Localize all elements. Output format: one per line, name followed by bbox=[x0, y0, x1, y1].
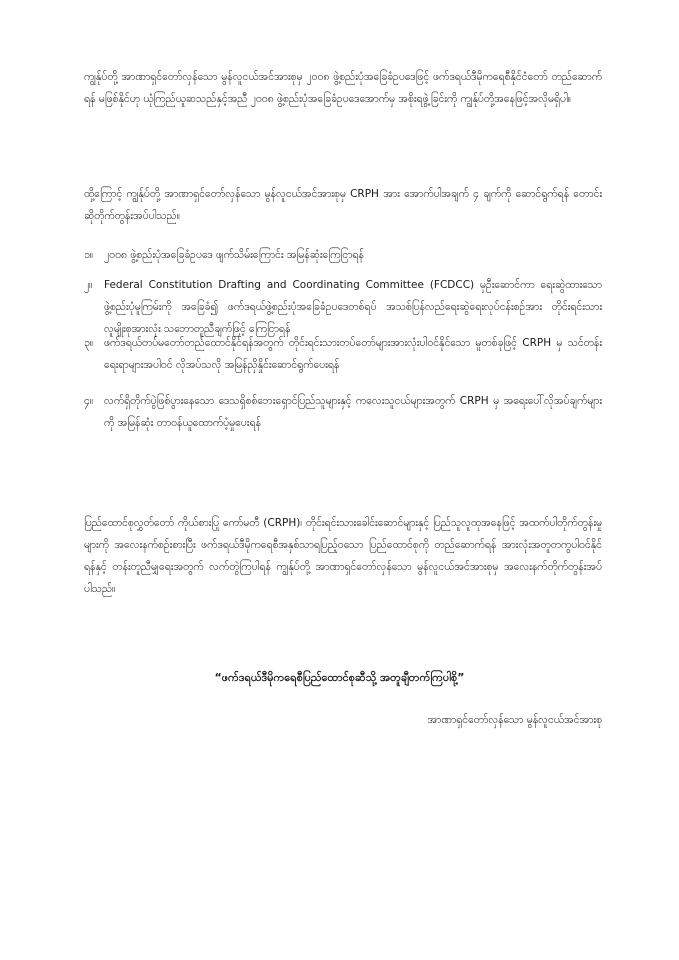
list-item-text: လက်ရှိတိုက်ပွဲဖြစ်ပွားနေသော ဒေသရှိစစ်ဘေးရှောင်ပြည်သူများနှင့် ကလေးသူငယ်များအတွက် CRPH မှ အရေးပေါ်လိုအပ်ချက်များကို အမြန်ဆုံး တာဝန်ယူထောက်ပံ့မှုပေးရန် bbox=[104, 395, 602, 429]
list-item-text: Federal Constitution Drafting and Coordinating Committee (FCDCC) မှဦးဆောင်ကာ ရေးဆွဲထားသောဖွဲ့စည်းပုံမူကြမ်းကို အခြေခံ၍ ဖက်ဒရယ်ဖွဲ့စည်းပုံအခြေခံဥပဒေတစ်ရပ် အသစ်ပြန်လည်ရေးဆွဲရေးလုပ်ငန်းစဉ်အား တိုင်းရင်းသားလူမျိုးစုအားလုံး သဘောတူညီချက်ဖြင့် ကြေငြာရန် bbox=[104, 279, 602, 335]
list-item-text: ၂၀၀၈ ဖွဲ့စည်းပုံအခြေခံဥပဒေ ဖျက်သိမ်းကြောင်း အမြန်ဆုံးကြေငြာရန် bbox=[104, 249, 364, 261]
list-item bbox=[84, 274, 602, 340]
slogan: “ဖက်ဒရယ်ဒီမိုကရေစီပြည်ထောင်စုဆီသို့ အတူချီတက်ကြပါစို့” bbox=[214, 671, 465, 684]
list-item-number: ၂။ bbox=[84, 279, 93, 291]
signature: အာဏာရှင်တော်လှန်သော မွန်လူငယ်အင်အားစု bbox=[427, 714, 602, 726]
list-item-text: ဖက်ဒရယ်တပ်မတော်တည်ထောင်နိုင်ရန်အတွက် တိုင်းရင်းသားတပ်တော်များအားလုံးပါဝင်နိုင်သော မူတစ်ခုဖြင့် CRPH မှ သင်တန်းရေးရာများအပါဝင် လိုအပ်သလို အမြန်ညှိနှိုင်းဆောင်ရွက်ပေးရန် bbox=[104, 337, 602, 371]
paragraph-demand-intro: ထို့ကြောင့် ကျွန်ုပ်တို့ အာဏာရှင်တော်လှန်သော မွန်လူငယ်အင်အားစုမှ CRPH အား အောက်ပါအချက် ၄ ချက်ကို ဆောင်ရွက်ရန် တောင်းဆိုတိုက်တွန်းအပ်ပါသည်။ bbox=[84, 188, 602, 222]
list-item bbox=[84, 390, 602, 434]
paragraph-closing: ပြည်ထောင်စုလွှတ်တော် ကိုယ်စားပြု ကော်မတီ (CRPH)၊ တိုင်းရင်းသားခေါင်းဆောင်များနှင့် ပြည်သူလူထုအနေဖြင့် အထက်ပါတိုက်တွန်းမှုများကို အလေးနက်စဉ်းစားပြီး ဖက်ဒရယ်ဒီမိုကရေစီအနှစ်သာရပြည့်ဝသော ပြည်ထောင်စုကို တည်ဆောက်ရန် အားလုံးအတူတကွပါဝင်နိုင်ရန်နှင့် တန်းတူညီမျှရေးအတွက် လက်တွဲကြပါရန် ကျွန်ုပ်တို့ အာဏာရှင်တော်လှန်သော မွန်လူငယ်အင်အားစုမှ အလေးနက်တိုက်တွန်းအပ်ပါသည်။ bbox=[84, 517, 602, 595]
list-item-number: ၃။ bbox=[84, 337, 94, 349]
list-item-number: ၄။ bbox=[84, 395, 94, 407]
paragraph-intro: ကျွန်ုပ်တို့ အာဏာရှင်တော်လှန်သော မွန်လူငယ်အင်အားစုမှ ၂၀၀၈ ဖွဲ့စည်းပုံအခြေခံဥပဒေဖြင့် ဖက်ဒရယ်ဒီမိုကရေစီနိုင်ငံတော် တည်ဆောက်ရန် မဖြစ်နိုင်ဟု ယုံကြည်ယူဆသည်နှင့်အညီ ၂၀၀၈ ဖွဲ့စည်းပုံအခြေခံဥပဒေအောက်မှ အစိုးရဖွဲ့ခြင်းကို ကျွန်ုပ်တို့အနေဖြင့်အလိုမရှိပါ။ bbox=[84, 71, 602, 105]
list-item-number: ၁။ bbox=[84, 249, 94, 261]
list-item bbox=[84, 244, 602, 266]
list-item bbox=[84, 332, 602, 376]
